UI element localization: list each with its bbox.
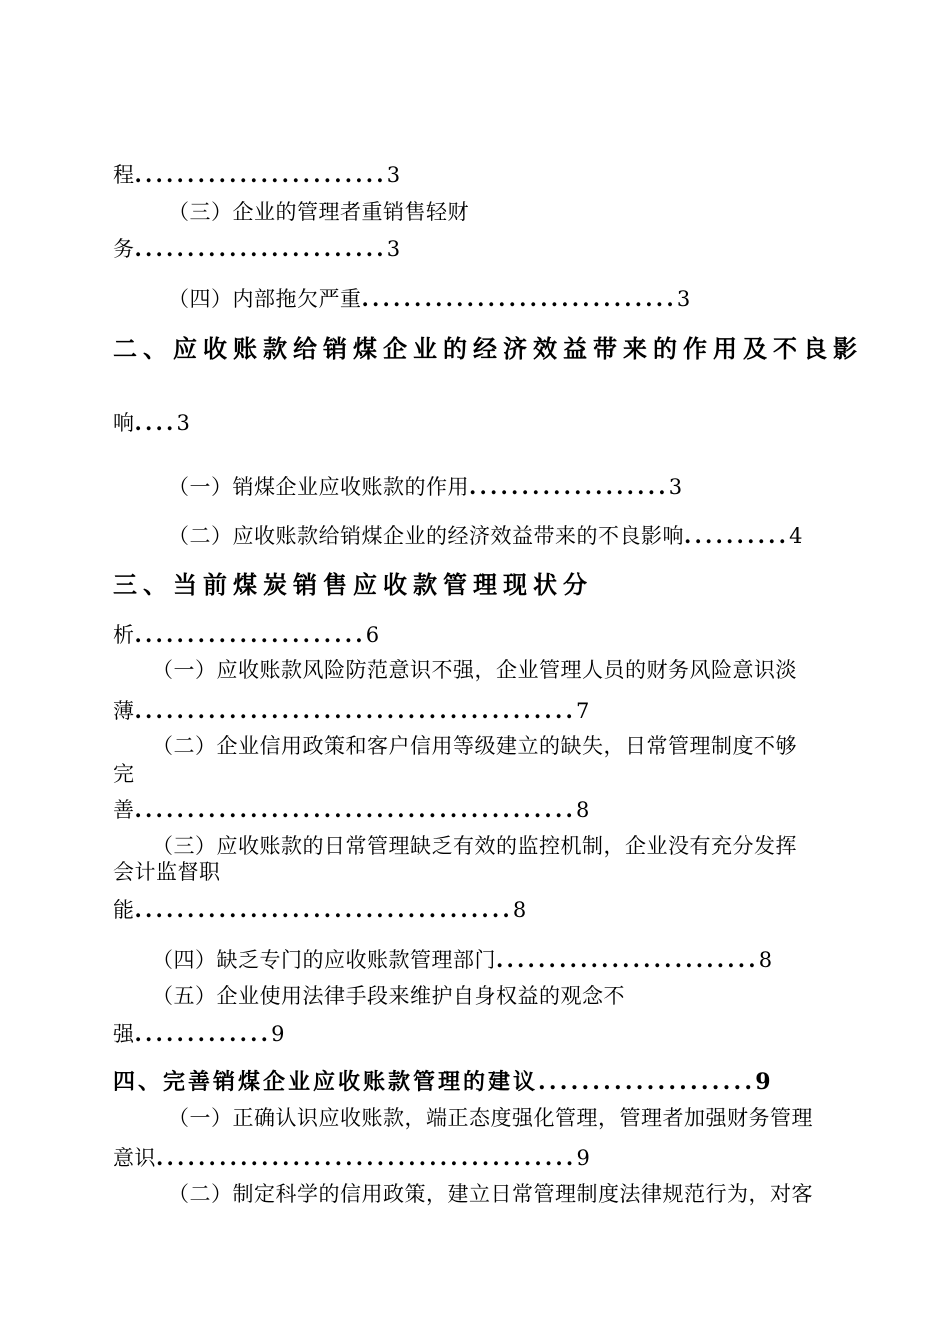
toc-line — [113, 164, 401, 186]
toc-leader-dots: ........................ — [134, 162, 387, 187]
toc-page-number: 9 — [755, 1069, 774, 1095]
toc-entry-text: 三、当前煤炭销售应收款管理现状分 — [113, 570, 593, 599]
toc-entry-text: 意识 — [113, 1146, 156, 1170]
toc-page-number: 3 — [668, 475, 683, 499]
toc-line — [113, 862, 221, 883]
toc-entry-text: （一）销煤企业应收账款的作用 — [168, 475, 469, 499]
toc-entry-text: （三）应收账款的日常管理缺乏有效的监控机制，企业没有充分发挥 — [152, 834, 797, 858]
toc-entry-text: （二）制定科学的信用政策，建立日常管理制度法律规范行为，对客 — [168, 1182, 813, 1206]
toc-leader-dots: .......... — [684, 523, 790, 548]
toc-page-number: 8 — [758, 948, 773, 972]
toc-entry-text: 二、应收账款给销煤企业的经济效益带来的作用及不良影 — [113, 334, 863, 363]
toc-entry-text: 四、完善销煤企业应收账款管理的建议 — [113, 1069, 539, 1095]
toc-line — [113, 700, 590, 722]
toc-entry-text: 会计监督职 — [113, 860, 221, 884]
toc-page-number: 3 — [676, 287, 691, 311]
toc-entry-text: 响 — [113, 411, 135, 435]
toc-line — [168, 1184, 813, 1205]
toc-page-number: 3 — [386, 163, 401, 187]
toc-page-number: 9 — [576, 1146, 591, 1170]
toc-entry-text: 善 — [113, 798, 135, 822]
toc-line — [113, 899, 527, 921]
toc-line — [113, 799, 590, 821]
toc-entry-text: 薄 — [113, 699, 135, 723]
toc-page-number: 8 — [512, 898, 527, 922]
toc-entry-text: （一）应收账款风险防范意识不强，企业管理人员的财务风险意识淡 — [152, 658, 797, 682]
toc-entry-text: （一）正确认识应收账款，端正态度强化管理，管理者加强财务管理 — [168, 1106, 813, 1130]
toc-section-heading — [113, 334, 863, 363]
toc-leader-dots: .... — [134, 410, 177, 435]
toc-leader-dots: .............................. — [361, 286, 677, 311]
toc-leader-dots: ................... — [469, 474, 669, 499]
toc-entry-text: （四）内部拖欠严重 — [168, 287, 362, 311]
toc-line — [152, 660, 797, 681]
toc-page-number: 4 — [789, 524, 803, 548]
toc-leader-dots: ......................... — [496, 947, 759, 972]
toc-section-heading — [113, 1071, 774, 1093]
toc-line — [152, 736, 797, 757]
toc-line — [113, 764, 135, 785]
toc-line — [152, 986, 625, 1007]
toc-leader-dots: .......................................... — [134, 797, 576, 822]
toc-leader-dots: .......................................... — [134, 698, 576, 723]
toc-entry-text: 程 — [113, 163, 135, 187]
toc-leader-dots: .................................... — [134, 897, 513, 922]
toc-line — [168, 1108, 813, 1129]
toc-leader-dots: ...................... — [134, 622, 366, 647]
toc-entry-text: 析 — [113, 623, 135, 647]
toc-entry-text: 务 — [113, 237, 135, 261]
toc-line — [168, 476, 683, 498]
toc-line — [113, 1147, 590, 1169]
toc-leader-dots: ............. — [134, 1021, 272, 1046]
toc-entry-text: 能 — [113, 898, 135, 922]
toc-line — [152, 949, 773, 971]
toc-entry-text: 强 — [113, 1022, 135, 1046]
toc-page-number: 3 — [176, 411, 191, 435]
toc-page-number: 9 — [271, 1022, 286, 1046]
toc-line — [168, 525, 803, 547]
toc-entry-text: （二）应收账款给销煤企业的经济效益带来的不良影响 — [168, 524, 684, 548]
toc-line — [113, 412, 190, 434]
toc-entry-text: （二）企业信用政策和客户信用等级建立的缺失，日常管理制度不够 — [152, 734, 797, 758]
toc-leader-dots: ........................................ — [156, 1145, 577, 1170]
toc-line — [152, 836, 797, 857]
toc-entry-text: 完 — [113, 762, 135, 786]
toc-page-number: 3 — [386, 237, 401, 261]
toc-leader-dots: .................... — [538, 1069, 756, 1095]
toc-section-heading — [113, 570, 593, 599]
toc-entry-text: （五）企业使用法律手段来维护自身权益的观念不 — [152, 984, 625, 1008]
toc-page-number: 6 — [365, 623, 380, 647]
toc-line — [113, 1023, 285, 1045]
toc-line — [113, 624, 380, 646]
toc-leader-dots: ........................ — [134, 236, 387, 261]
toc-line — [168, 288, 691, 310]
toc-entry-text: （四）缺乏专门的应收账款管理部门 — [152, 948, 496, 972]
toc-page-number: 8 — [575, 798, 590, 822]
toc-line — [113, 238, 401, 260]
toc-line — [168, 202, 469, 223]
toc-page-number: 7 — [575, 699, 590, 723]
toc-entry-text: （三）企业的管理者重销售轻财 — [168, 200, 469, 224]
